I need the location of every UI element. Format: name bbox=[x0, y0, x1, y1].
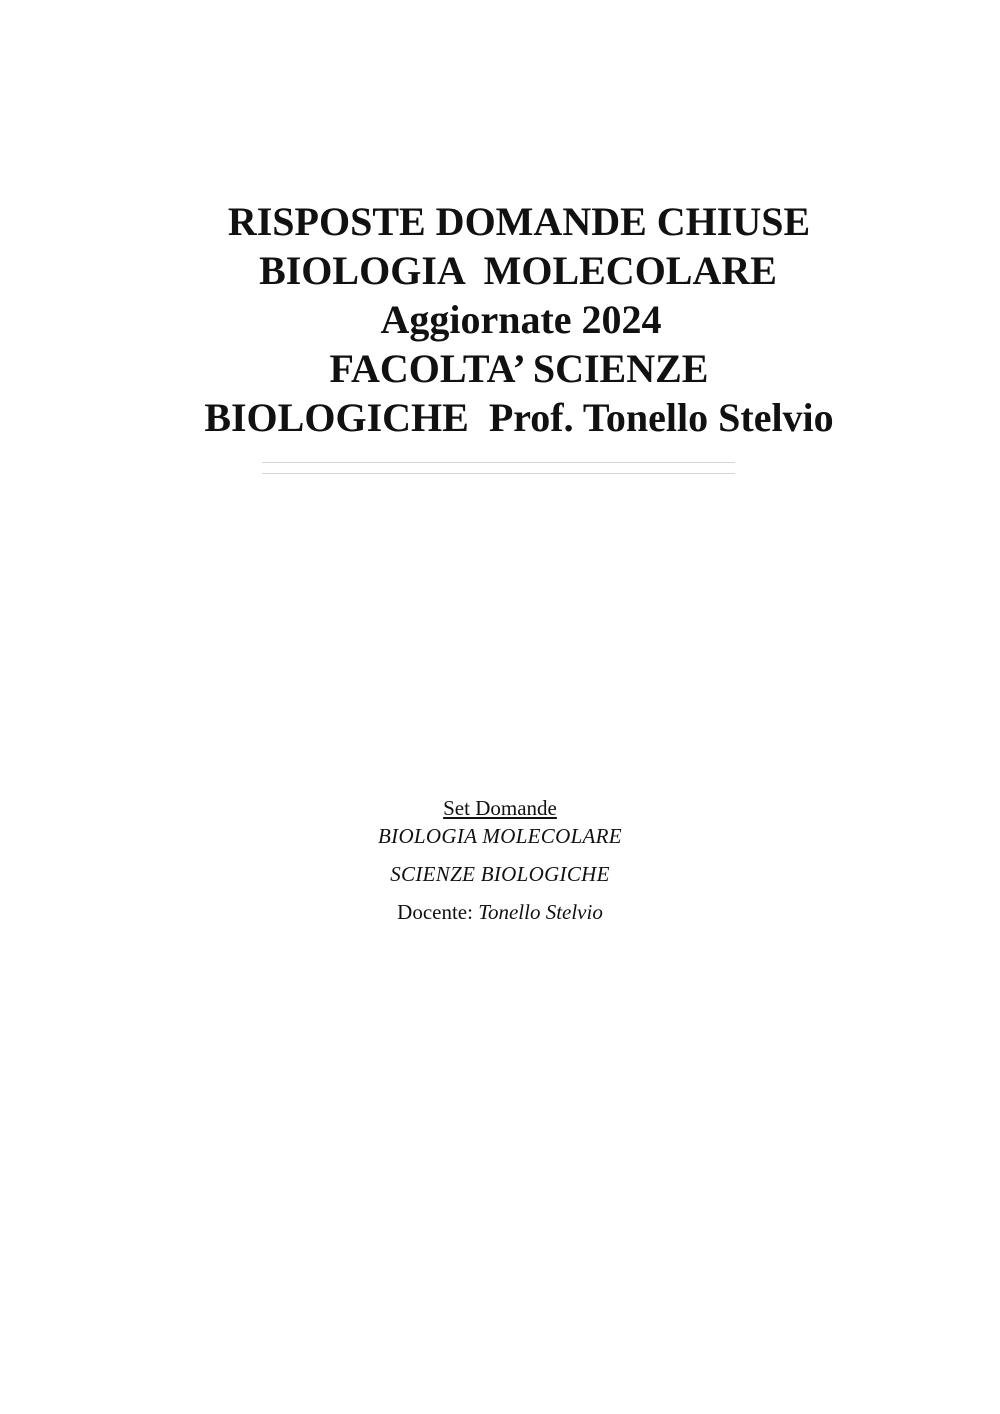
docente-name: Tonello Stelvio bbox=[478, 900, 603, 924]
docente-label: Docente: bbox=[397, 900, 473, 924]
set-heading: Set Domande bbox=[443, 796, 557, 820]
docente-row bbox=[0, 899, 1000, 925]
title-line-5: BIOLOGICHE Prof. Tonello Stelvio bbox=[204, 395, 834, 440]
title-line-4: FACOLTA’ SCIENZE bbox=[329, 346, 709, 391]
faculty-name: SCIENZE BIOLOGICHE bbox=[390, 862, 610, 886]
title-line-1: RISPOSTE DOMANDE CHIUSE bbox=[227, 199, 811, 244]
divider-bottom bbox=[262, 473, 735, 474]
title-line-3: Aggiornate 2024 bbox=[380, 297, 662, 342]
course-name: BIOLOGIA MOLECOLARE bbox=[378, 824, 622, 848]
title-line-2: BIOLOGIA MOLECOLARE bbox=[259, 248, 777, 293]
question-set-info bbox=[0, 795, 1000, 925]
divider-top bbox=[262, 462, 735, 463]
cover-title bbox=[0, 197, 1000, 442]
